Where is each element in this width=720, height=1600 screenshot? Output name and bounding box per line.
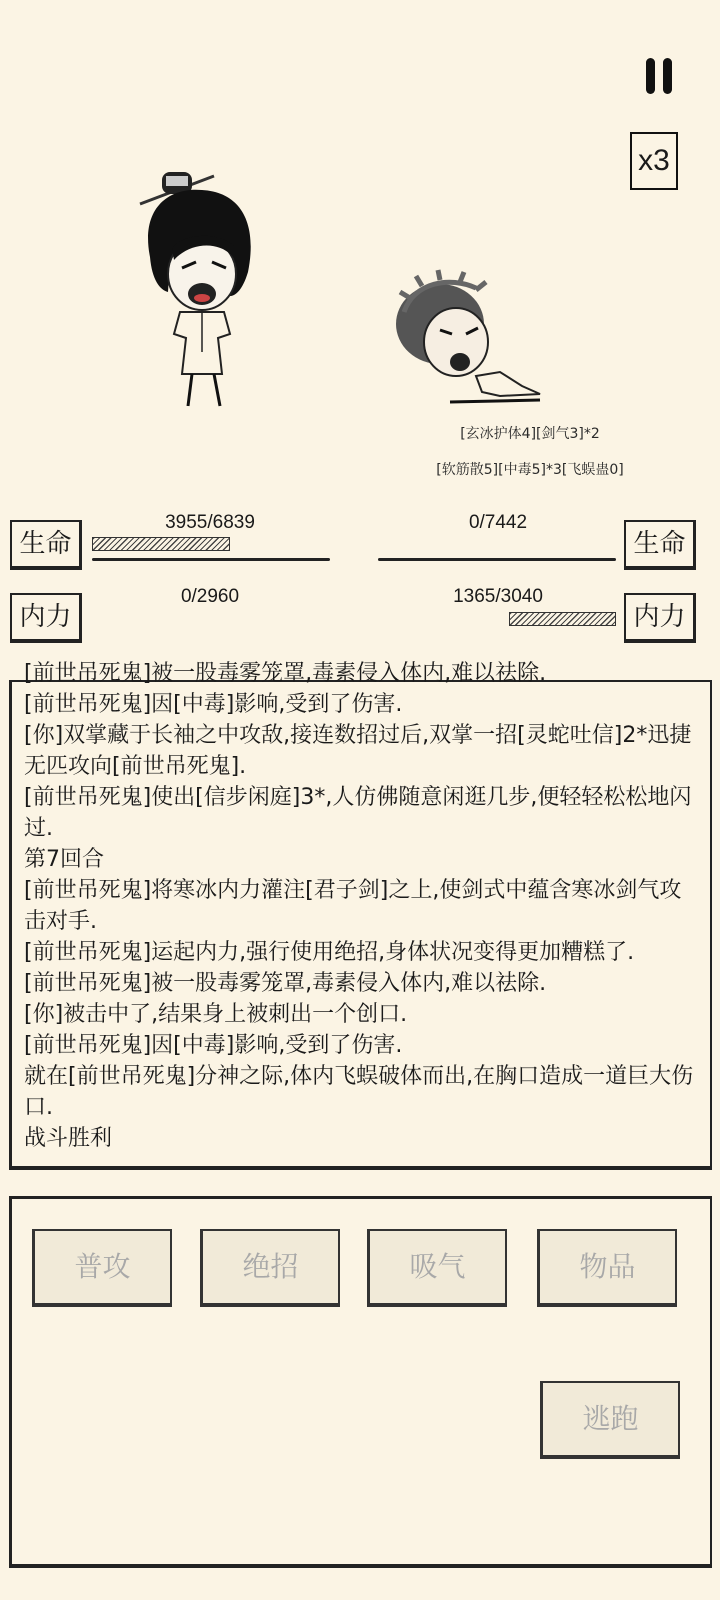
enemy-status-debuffs: [软筋散5][中毒5]*3[飞蜈蛊0] — [436, 462, 624, 478]
log-line: [你]被击中了,结果身上被刺出一个创口. — [24, 1002, 408, 1027]
pause-icon[interactable] — [646, 58, 676, 96]
enemy-mp-bar — [378, 612, 616, 628]
battle-log-panel[interactable] — [9, 661, 712, 1170]
player-mp-label: 内力 — [10, 593, 82, 643]
speed-toggle-button[interactable]: x3 — [630, 132, 678, 190]
log-line: [前世吊死鬼]使出[信步闲庭]3*,人仿佛随意闲逛几步,便轻轻松松地闪过. — [24, 785, 692, 841]
enemy-character — [390, 268, 550, 418]
log-line: [前世吊死鬼]运起内力,强行使用绝招,身体状况变得更加糟糕了. — [24, 940, 635, 965]
log-line: [前世吊死鬼]将寒冰内力灌注[君子剑]之上,使剑式中蕴含寒冰剑气攻击对手. — [24, 878, 682, 934]
log-line: [前世吊死鬼]被一股毒雾笼罩,毒素侵入体内,难以祛除. — [24, 971, 547, 996]
log-line: 就在[前世吊死鬼]分神之际,体内飞蜈破体而出,在胸口造成一道巨大伤口. — [24, 1064, 694, 1120]
flee-button[interactable]: 逃跑 — [540, 1381, 680, 1459]
player-hp-bar-base — [92, 558, 330, 561]
player-character — [130, 162, 270, 422]
enemy-hp-bar — [378, 537, 616, 553]
player-hp-bar — [92, 537, 330, 553]
action-panel — [9, 1196, 712, 1568]
enemy-status-buffs: [玄冰护体4][剑气3]*2 — [460, 426, 600, 442]
enemy-mp-bar-fill — [509, 612, 616, 626]
player-mp-bar — [92, 612, 330, 628]
log-line: [前世吊死鬼]因[中毒]影响,受到了伤害. — [24, 692, 403, 717]
items-button[interactable]: 物品 — [537, 1229, 677, 1307]
enemy-hp-value: 0/7442 — [468, 512, 528, 533]
player-hp-bar-fill — [92, 537, 230, 551]
player-mp-value: 0/2960 — [180, 586, 240, 607]
log-line: 第7回合 — [24, 847, 104, 872]
player-hp-label: 生命 — [10, 520, 82, 570]
player-hp-value: 3955/6839 — [165, 512, 255, 533]
log-line: [你]双掌藏于长袖之中攻敌,接连数招过后,双掌一招[灵蛇吐信]2*迅捷无匹攻向[前世吊死鬼]. — [24, 723, 692, 779]
enemy-hp-label: 生命 — [624, 520, 696, 570]
ultimate-button[interactable]: 绝招 — [200, 1229, 340, 1307]
breathe-button[interactable]: 吸气 — [367, 1229, 507, 1307]
log-line: [前世吊死鬼]被一股毒雾笼罩,毒素侵入体内,难以祛除. — [24, 661, 547, 686]
log-line: 战斗胜利 — [24, 1126, 113, 1151]
log-line: [前世吊死鬼]因[中毒]影响,受到了伤害. — [24, 1033, 403, 1058]
enemy-mp-value: 1365/3040 — [453, 586, 543, 607]
attack-button[interactable]: 普攻 — [32, 1229, 172, 1307]
enemy-hp-bar-base — [378, 558, 616, 561]
enemy-mp-label: 内力 — [624, 593, 696, 643]
battle-log-list — [24, 658, 700, 1154]
